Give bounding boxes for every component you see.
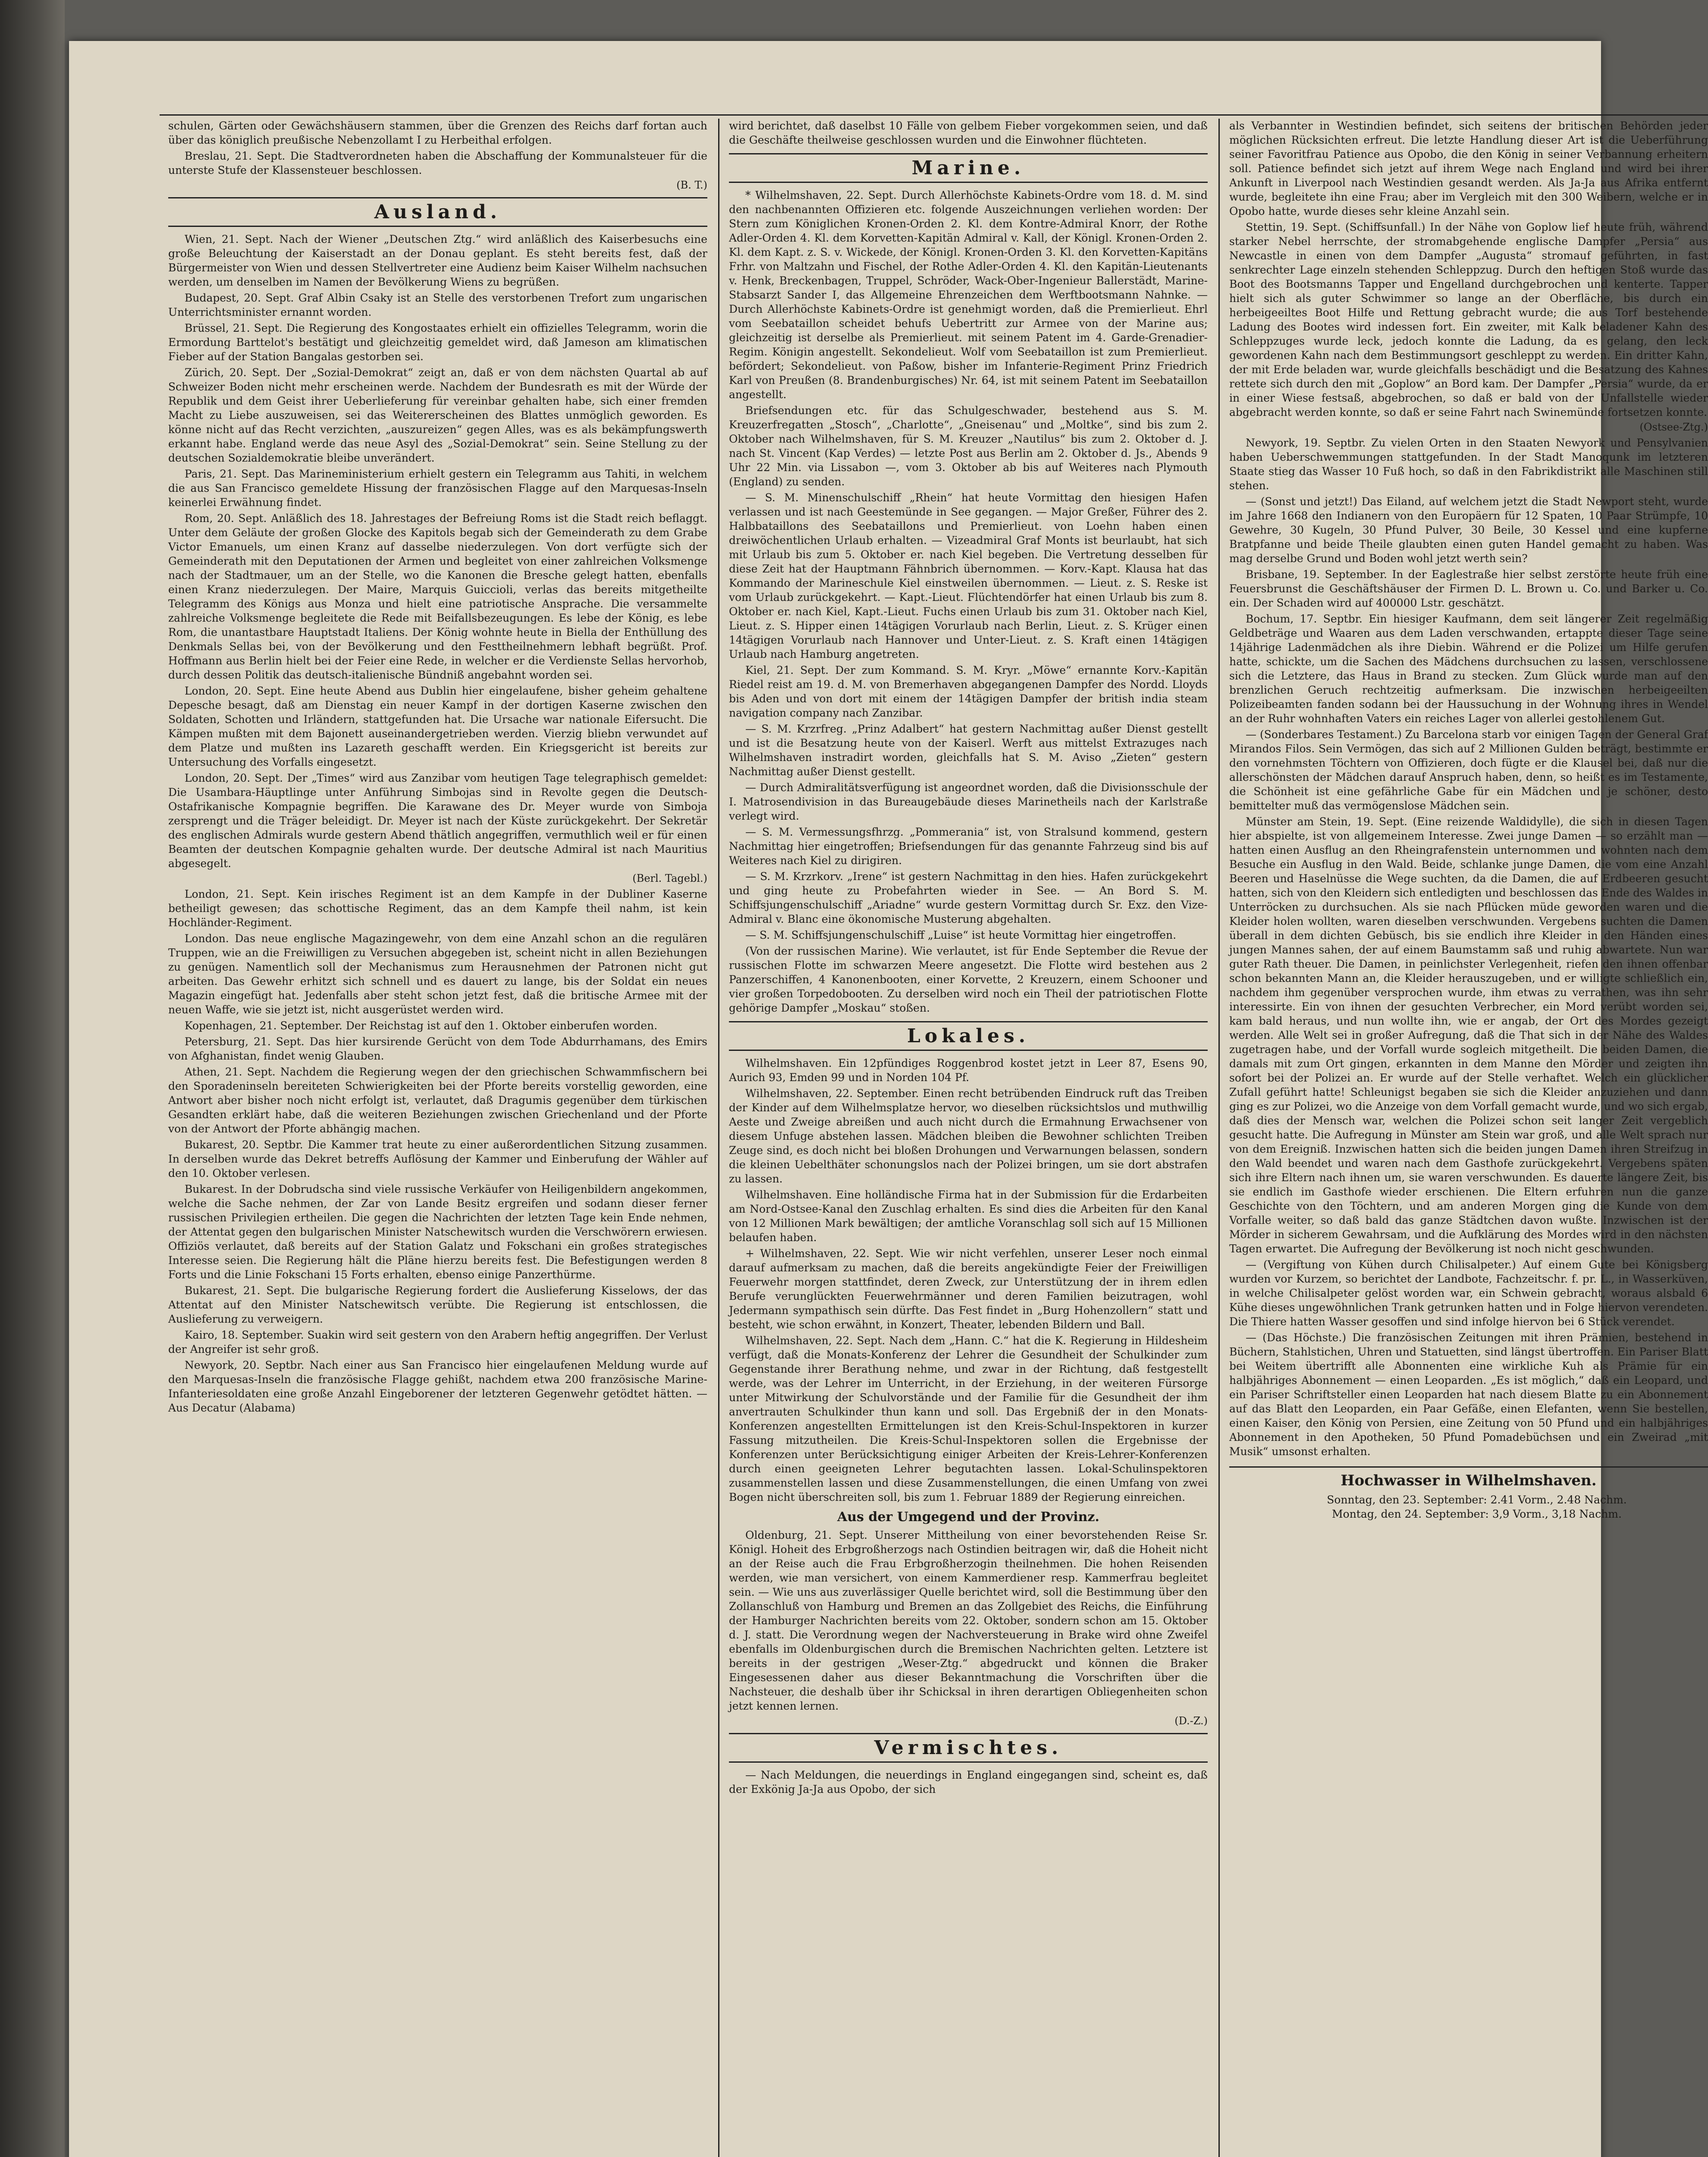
article-text: Athen, 21. Sept. Nachdem die Regierung wegen der den griechischen Schwammfischern bei den Sporadeninseln bereiteten Schwierigkeiten bei der Pforte bereits vorstellig geworden, eine Antwort aber bisher noch nicht erfolgt ist, verlautet, daß Dragumis gegenüber dem türkischen Gesandten erklärt habe, daß die weiteren Beziehungen zwischen Griechenland und der Pforte von der Antwort der Pforte abhängig machen. <box>168 1066 707 1135</box>
article-text: — S. M. Vermessungsfhrzg. „Pommerania“ ist, von Stralsund kommend, gestern Nachmittag hier eingetroffen; Briefsendungen für das genannte Fahrzeug sind bis auf Weiteres nach Kiel zu dirigiren. <box>729 826 1208 867</box>
article-text: Kopenhagen, 21. September. Der Reichstag ist auf den 1. Oktober einberufen worden. <box>185 1019 658 1032</box>
article-text: Bukarest. In der Dobrudscha sind viele russische Verkäufer von Heiligenbildern angekommen, welche die Sache nehmen, der Zar von Lande Besitz ergreifen und sodann dieser ferner russischen Privilegien ertheilen. Die gegen die Nachrichten der letzten Tage kein Ende nehmen, der Attentat gegen den bulgarischen Minister Natschewitsch wurden die Verschwörern erwiesen. Offiziös verlautet, daß bereits auf der Station Galatz und Fokschani ein großes strategisches Interesse seien. Die Regierung hält die Pläne hierzu bereits fest. Die Befestigungen werden 8 Forts und die Linie Fokschani 15 Forts erhalten, ebenso einige Panzerthürme. <box>168 1183 707 1281</box>
article-text: Budapest, 20. Sept. Graf Albin Csaky ist an Stelle des verstorbenen Trefort zum ungarischen Unterrichtsminister ernannt worden. <box>168 292 707 318</box>
article-text: — Durch Admiralitätsverfügung ist angeordnet worden, daß die Divisionsschule der I. Matrosendivision in das Bureaugebäude dieses Marinetheils nach der Karlstraße verlegt wird. <box>729 781 1208 822</box>
column-divider-right <box>1218 119 1220 2157</box>
article-text: Kiel, 21. Sept. Der zum Kommand. S. M. Kryr. „Möwe“ ernannte Korv.-Kapitän Riedel reist am 19. d. M. von Bremerhaven abgegangenen Dampfer des Nordd. Lloyds bis Aden und von dort mit einem der 14tägigen Dampfer der british india steam navigation company nach Zanzibar. <box>729 664 1208 719</box>
tide-row: Sonntag, den 23. September: 2.41 Vorm., 2.48 Nachm. <box>1327 1494 1627 1506</box>
source-credit: (Berl. Tagebl.) <box>632 872 707 884</box>
article-text: — (Das Höchste.) Die französischen Zeitungen mit ihren Prämien, bestehend in Büchern, Stahlstichen, Uhren und Statuetten, sind längst übertroffen. Ein Pariser Blatt bei Weitem übertrifft alle Abonnenten eine wirkliche Kuh als Prämie für ein halbjähriges Abonnement — einen Leoparden. „Es ist möglich,“ daß ein Leopard, und ein Pariser Schriftsteller einen Leoparden hat nach diesem Blatte zu ein Abonnement auf das Blatt den Leoparden, ein Paar Gefäße, einen Elefanten, wenn Sie bestellen, einen Kaiser, den König von Persien, eine Zeitung von 50 Pfund und ein halbjähriges Abonnement in den Apotheken, 50 Pfund Pomadebüchsen und ein Zweirad „mit Musik“ umsonst erhalten. <box>1229 1331 1708 1458</box>
top-rule <box>160 114 1708 116</box>
article-text: * Wilhelmshaven, 22. Sept. Durch Allerhöchste Kabinets-Ordre vom 18. d. M. sind den nachbenannten Offizieren etc. folgende Auszeichnungen verliehen worden: Der Stern zum Königlichen Kronen-Orden 2. Kl. dem Kontre-Admiral Knorr, der Rothe Adler-Orden 4. Kl. dem Korvetten-Kapitän Admiral v. Kall, der Königl. Kronen-Orden 2. Kl. dem Kapt. z. S. v. Wickede, der Königl. Kronen-Orden 3. Kl. den Korvetten-Kapitäns Frhr. von Maltzahn und Fischel, der Rothe Adler-Orden 4. Kl. den Kapitän-Lieutenants v. Henk, Breckenbagen, Truppel, Schröder, Wack-Ober-Ingenieur Ballerstädt, Marine-Stabsarzt Sander I, das Allgemeine Ehrenzeichen dem Werftbootsmann Nahnke. — Durch Allerhöchste Kabinets-Ordre ist genehmigt worden, daß die Premierlieut. Ehrl vom Seebataillon scheidet behufs Uebertritt zur Armee von der Marine aus; gleichzeitig ist derselbe als Premierlieut. mit seinem Patent im 4. Garde-Grenadier-Regim. Königin angestellt. Sekondelieut. Wolf vom Seebataillon ist zum Premierlieut. befördert; Sekondelieut. von Paßow, bisher im Infanterie-Regiment Prinz Friedrich Karl von Preußen (8. Brandenburgisches) Nr. 64, ist mit seinem Patent im Seebataillon angestellt. <box>729 189 1208 401</box>
article-text: Kairo, 18. September. Suakin wird seit gestern von den Arabern heftig angegriffen. Der Verlust der Angreifer ist sehr groß. <box>168 1329 707 1355</box>
article-text: Oldenburg, 21. Sept. Unserer Mittheilung von einer bevorstehenden Reise Sr. Königl. Hoheit des Erbgroßherzogs nach Ostindien beitragen wir, daß die Hoheit nicht an der Reise auch die Frau Erbgroßherzogin theilnehmen. Die hohen Reisenden werden, wie man versichert, von einem Kammerdiener resp. Kammerfrau begleitet sein. — Wie uns aus zuverlässiger Quelle berichtet wird, soll die Bestimmung über den Zollanschluß von Hamburg und Bremen an das Zollgebiet des Reichs, die Einführung der Hamburger Nachrichten bereits vom 22. Oktober, sondern schon am 15. Oktober d. J. statt. Die Verordnung wegen der Nachversteuerung in Brake wird ohne Zweifel ebenfalls im Oldenburgischen durch die Bremischen Nachrichten gelten. Letztere ist bereits in der gestrigen „Weser-Ztg.“ abgedruckt und können die Braker Eingesessenen daher aus dieser Bekanntmachung die Vorschriften über die Nachsteuer, die deshalb über ihr Schicksal in ihren derartigen Obliegenheiten schon jetzt kennen lernen. <box>729 1529 1208 1712</box>
section-heading-ausland: Ausland. <box>168 197 707 227</box>
section-heading-vermischtes: Vermischtes. <box>729 1733 1208 1763</box>
article-text: + Wilhelmshaven, 22. Sept. Wie wir nicht verfehlen, unserer Leser noch einmal darauf aufmerksam zu machen, daß die bereits angekündigte Feier der Freiwilligen Feuerwehr morgen stattfindet, deren Zweck, zur Unterstützung der in ihrem edlen Berufe verunglückten Feuerwehrmänner und deren Familien beizutragen, wohl Jedermann sympathisch sein dürfte. Das Fest findet in „Burg Hohenzollern“ statt und besteht, wie schon erwähnt, in Konzert, Theater, lebenden Bildern und Ball. <box>729 1247 1208 1331</box>
scanner-edge <box>0 0 65 2157</box>
article-text: Newyork, 20. Septbr. Nach einer aus San Francisco hier eingelaufenen Meldung wurde auf den Marquesas-Inseln die französische Flagge gehißt, nachdem etwa 200 französische Marine-Infanteriesoldaten eine große Anzahl Eingeborener der letzteren Gegenwehr getödtet hätten. — Aus Decatur (Alabama) <box>168 1359 707 1414</box>
article-text: — Nach Meldungen, die neuerdings in England eingegangen sind, scheint es, daß der Exkönig Ja-Ja aus Opobo, der sich <box>729 1769 1208 1795</box>
article-text: Newyork, 19. Septbr. Zu vielen Orten in den Staaten Newyork und Pensylvanien haben Ueberschwemmungen stattgefunden. In der Stadt Manoqunk im letzteren Staate stieg das Wasser 10 Fuß hoch, so daß in den Fabrikdistrikt alle Maschinen still stehen. <box>1229 437 1708 492</box>
article-text: Bukarest, 21. Sept. Die bulgarische Regierung fordert die Auslieferung Kisselows, der das Attentat auf den Minister Natschewitsch verübte. Die Regierung ist entschlossen, die Auslieferung zu verweigern. <box>168 1284 707 1325</box>
article-text: London, 21. Sept. Kein irisches Regiment ist an dem Kampfe in der Dubliner Kaserne betheiligt gewesen; das schottische Regiment, das an dem Kampfe theil nahm, ist kein Hochländer-Regiment. <box>168 888 707 929</box>
article-text: Wilhelmshaven. Eine holländische Firma hat in der Submission für die Erdarbeiten am Nord-Ostsee-Kanal den Zuschlag erhalten. Es sind dies die Arbeiten für den Kanal von 12 Millionen Mark bewältigen; der amtliche Voranschlag soll sich auf 15 Millionen belaufen haben. <box>729 1189 1208 1244</box>
article-text: — S. M. Krzrfreg. „Prinz Adalbert“ hat gestern Nachmittag außer Dienst gestellt und ist die Besatzung heute von der Kaiserl. Werft aus mittelst Extrazuges nach Wilhelmshaven instradirt worden, gleichfalls hat S. M. Aviso „Zieten“ gestern Nachmittag außer Dienst gestellt. <box>729 723 1208 778</box>
tide-table-heading: Hochwasser in Wilhelmshaven. <box>1229 1466 1708 1489</box>
article-text: Wien, 21. Sept. Nach der Wiener „Deutschen Ztg.“ wird anläßlich des Kaiserbesuchs eine große Beleuchtung der Kaiserstadt an der Donau geplant. Es steht bereits fest, daß der Bürgermeister von Wien und dessen Stellvertreter eine Audienz beim Kaiser Wilhelm nachsuchen werden, um denselben im Namen der Bevölkerung Wiens zu begrüßen. <box>168 233 707 288</box>
section-heading-marine: Marine. <box>729 153 1208 183</box>
article-text: — (Sonderbares Testament.) Zu Barcelona starb vor einigen Tagen der General Graf Mirandos Filos. Sein Vermögen, das sich auf 2 Millionen Gulden beträgt, bestimmte er den vornehmsten Töchtern von Offizieren, doch fügte er die Klausel bei, daß nur die allerschönsten der Mädchen darauf Anspruch haben, denn, so heißt es im Testamente, die Schönheit ist eine gefährliche Gabe für ein Mädchen und je schöner, desto bemittelter muß das vermögenslose Mädchen sein. <box>1229 728 1708 812</box>
article-text: Stettin, 19. Sept. (Schiffsunfall.) In der Nähe von Goplow lief heute früh, während starker Nebel herrschte, der stromabgehende englische Dampfer „Persia“ aus Newcastle in einen von dem Dampfer „Augusta“ stromauf geführten, in fast senkrechter Lage einzeln stehenden Schleppzug. Durch den heftigen Stoß wurde das Boot des Bootsmanns Tapper und Engelland durchgebrochen und kenterte. Tapper hielt sich als guter Schwimmer so lange an der Oberfläche, bis durch ein herbeigeeiltes Boot Hilfe und Rettung gebracht wurde; die aus Torf bestehende Ladung des Bootes wird indessen fort. Ein zweiter, mit Kalk beladener Kahn des Schleppzuges wurde leck, jedoch konnte die Ladung, da es gelang, den leck gewordenen Kahn nach dem Bestimmungsort geschleppt zu werden. Ein dritter Kahn, der mit Erde beladen war, wurde gleichfalls beschädigt und die Besatzung des Kahnes rettete sich durch den mit „Goplow“ an Bord kam. Der Dampfer „Persia“ wurde, da er in einer Wiese festsaß, abgebrochen, so daß er bald von der Unfallstelle wieder abgebracht werden konnte, so daß er seine Fahrt nach Swinemünde fortsetzen konnte. <box>1229 221 1708 418</box>
column-1 <box>168 119 707 2157</box>
article-text: — S. M. Schiffsjungenschulschiff „Luise“ ist heute Vormittag hier eingetroffen. <box>745 929 1177 941</box>
article-text: London, 20. Sept. Eine heute Abend aus Dublin hier eingelaufene, bisher geheim gehaltene Depesche besagt, daß am Dienstag ein neuer Kampf in der dortigen Kaserne zwischen den Soldaten, Schotten und Irländern, stattgefunden hat. Die Ursache war nationale Eifersucht. Die Kämpen mußten mit dem Bajonett auseinandergetrieben werden. Vierzig bliebn verwundet auf dem Platze und mußten ins Lazareth geschafft werden. Ein Kriegsgericht ist bereits zur Untersuchung des Vorfalls eingesetzt. <box>168 685 707 768</box>
newspaper-page <box>69 41 1708 2157</box>
article-text: — S. M. Minenschulschiff „Rhein“ hat heute Vormittag den hiesigen Hafen verlassen und ist nach Geestemünde in See gegangen. — Major Greßer, Führer des 2. Halbbataillons des Seebataillons und Premierlieut. von Loehn haben einen dreiwöchentlichen Urlaub erhalten. — Vizeadmiral Graf Monts ist beurlaubt, hat sich mit Urlaub bis zum 5. Oktober er. nach Kiel begeben. Die Vertretung desselben für diese Zeit hat der Hauptmann Fähnbrich übernommen. — Korv.-Kapt. Klausa hat das Kommando der Marineschule Kiel einstweilen übernommen. — Lieut. z. S. Reske ist vom Urlaub zurückgekehrt. — Kapt.-Lieut. Flüchtendörfer hat einen Urlaub bis zum 8. Oktober er. nach Kiel, Kapt.-Lieut. Fuchs einen Urlaub bis zum 31. Oktober nach Kiel, Lieut. z. S. Hipper einen 14tägigen Vorurlaub nach Berlin, Lieut. z. S. Krüger einen 14tägigen Vorurlaub nach Hannover und Unter-Lieut. z. S. Kraft einen 14tägigen Urlaub nach Hamburg angetreten. <box>729 491 1208 660</box>
source-credit: (D.-Z.) <box>1174 1715 1208 1727</box>
article-text: Paris, 21. Sept. Das Marineministerium erhielt gestern ein Telegramm aus Tahiti, in welchem die aus San Francisco gemeldete Hissung der französischen Flagge auf den Marquesas-Inseln keinerlei Erwähnung findet. <box>168 468 707 509</box>
column-2 <box>729 119 1208 2157</box>
article-text: Breslau, 21. Sept. Die Stadtverordneten haben die Abschaffung der Kommunalsteuer für die unterste Stufe der Klassensteuer beschlossen. <box>168 150 707 176</box>
column-3 <box>1229 119 1708 2157</box>
section-heading-umgegend: Aus der Umgegend und der Provinz. <box>837 1509 1099 1525</box>
article-text: Münster am Stein, 19. Sept. (Eine reizende Waldidylle), die sich in diesen Tagen hier abspielte, ist von allgemeinem Interesse. Zwei junge Damen — so erzählt man — hatten einen Ausflug an den Rheingrafenstein unternommen und wohnten nach dem Besuche ein Ausflug in den Wald. Beide, schlanke junge Damen, die vom eine Anzahl Beeren und Haselnüsse die Wege suchten, da die Damen, die auf Erdbeeren gesucht hatten, sich von den Kleidern sich entledigten und beschlossen das Ende des Waldes in Unterröcken zu durchsuchen. Als sie nach Pflücken müde geworden waren und die Kleider holen wollten, waren dieselben verschwunden. Vergebens suchten die Damen überall in dem dichten Gebüsch, bis sie endlich ihre Kleider in den Händen eines jungen Mannes sahen, der auf einem Baumstamm saß und ruhig abwartete. Nun war guter Rath theuer. Die Damen, in peinlichster Verlegenheit, riefen den ihnen offenbar schon bekannten Mann an, die Kleider herauszugeben, und er willigte schließlich ein, nachdem ihm gegenüber versprochen wurde, ihm etwas zu verrathen, was ihn sehr interessirte. Ein von ihnen der gesuchten Verbrecher, ein Mord verübt worden sei, kam bald heraus, und nun wollte ihn, wie er angab, der Ort des Mordes gezeigt werden. Alle Welt sei in großer Aufregung, daß die That sich in der Nähe des Waldes zugetragen habe, und der Vorfall wurde sogleich mitgetheilt. Die beiden Damen, die damals mit zum Ort gingen, erkannten in dem Manne den Mörder und zeigten ihn sofort bei der Polizei an. Er wurde auf der Stelle verhaftet. Welch ein glücklicher Zufall geführt hatte! Schleunigst begaben sie sich die Kleider anzuziehen und dann ging es zur Polizei, wo die Anzeige von dem Vorfall gemacht wurde, und wo sich ergab, daß dies der Mensch war, welchen die Polizei schon seit langer Zeit vergeblich gesucht hatte. Die Aufregung in Münster am Stein war groß, und alle Welt sprach nur von dem Ereigniß. Inzwischen hatten sich die beiden jungen Damen ihren Streifzug in den Wald beendet und waren nach dem Gasthofe zurückgekehrt. Vergebens späten sich ihre Eltern nach ihnen um, sie waren verschwunden. Es dauerte längere Zeit, bis sie endlich im Gasthofe wieder erschienen. Die Eltern erfuhren nun die ganze Geschichte von den Töchtern, und am anderen Morgen ging die Kunde von dem Vorfalle weiter, so daß bald das ganze Städtchen davon wußte. Inzwischen ist der Mörder in sicherem Gewahrsam, und die Aufklärung des Mordes wird in den nächsten Tagen erwartet. Die Aufregung der Bevölkerung ist noch nicht geschwunden. <box>1229 815 1708 1255</box>
article-text: Wilhelmshaven, 22. September. Einen recht betrübenden Eindruck ruft das Treiben der Kinder auf dem Wilhelmsplatze hervor, wo dieselben rücksichtslos und muthwillig Aeste und Zweige abreißen und auch nicht durch die Ermahnung Erwachsener von diesem Unfuge abstehen lassen. Mädchen bleiben die Bewohner schlichten Treiben Zeuge sind, es doch nicht bei bloßen Drohungen und Verwarnungen belassen, sondern die kleinen Uebelthäter schonungslos nach der Polizei bringen, um sie dort abstrafen zu lassen. <box>729 1087 1208 1185</box>
article-text: wird berichtet, daß daselbst 10 Fälle von gelbem Fieber vorgekommen seien, und daß die Geschäfte theilweise geschlossen wurden und die Einwohner flüchteten. <box>729 119 1208 146</box>
article-text: London, 20. Sept. Der „Times“ wird aus Zanzibar vom heutigen Tage telegraphisch gemeldet: Die Usambara-Häuptlinge unter Anführung Simbojas sind in Revolte gegen die Deutsch-Ostafrikanische Kompagnie begriffen. Die Karawane des Dr. Meyer wurde von Simboja zersprengt und die Träger beleidigt. Dr. Meyer ist nach der Küste zurückgekehrt. Der Sekretär des englischen Admirals wurde gestern Abend thätlich angegriffen, vermuthlich weil er für einen Beamten der deutschen Kompagnie gehalten wurde. Der deutsche Admiral ist nach Mauritius abgesegelt. <box>168 772 707 870</box>
article-text: Petersburg, 21. Sept. Das hier kursirende Gerücht von dem Tode Abdurrhamans, des Emirs von Afghanistan, findet wenig Glauben. <box>168 1035 707 1062</box>
section-heading-lokales: Lokales. <box>729 1021 1208 1051</box>
article-text: Zürich, 20. Sept. Der „Sozial-Demokrat“ zeigt an, daß er von dem nächsten Quartal ab auf Schweizer Boden nicht mehr erscheinen werde. Nachdem der Bundesrath es mit der Würde der Republik und dem Geist ihrer Ueberlieferung für vereinbar gehalten habe, sich einer fremden Macht zu Liebe auszuweisen, sei das Weitererscheinen des Blattes unmöglich geworden. Es könne nicht auf das Recht verzichten, „auszureizen“ gegen Alles, was es als bekämpfungswerth erkannt habe. England werde das neue Asyl des „Sozial-Demokrat“ sein. Seine Stellung zu der deutschen Sozialdemokratie bleibe unverändert. <box>168 366 707 464</box>
article-text: Brüssel, 21. Sept. Die Regierung des Kongostaates erhielt ein offizielles Telegramm, worin die Ermordung Barttelot's bestätigt und gleichzeitig gemeldet wird, daß Jameson am klimatischen Fieber auf der Station Bangalas gestorben sei. <box>168 322 707 363</box>
article-text: Brisbane, 19. September. In der Eaglestraße hier selbst zerstörte heute früh eine Feuersbrunst die Geschäftshäuser der Firmen D. L. Brown u. Co. und Barker u. Co. ein. Der Schaden wird auf 400000 Lstr. geschätzt. <box>1229 568 1708 609</box>
article-text: Briefsendungen etc. für das Schulgeschwader, bestehend aus S. M. Kreuzerfregatten „Stosch“, „Charlotte“, „Gneisenau“ und „Moltke“, sind bis zum 2. Oktober nach Wilhelmshaven, für S. M. Kreuzer „Nautilus“ bis zum 2. Oktober d. J. nach St. Vincent (Kap Verdes) — letzte Post aus Berlin am 2. Oktober d. Js., Abends 9 Uhr 22 Min. via Lissabon —, vom 3. Oktober ab bis auf Weiteres nach Plymouth (England) zu senden. <box>729 404 1208 488</box>
article-text: schulen, Gärten oder Gewächshäusern stammen, über die Grenzen des Reichs darf fortan auch über das königlich preußische Nebenzollamt I zu Herbeithal erfolgen. <box>168 119 707 146</box>
article-text: — (Sonst und jetzt!) Das Eiland, auf welchem jetzt die Stadt Newport steht, wurde im Jahre 1668 den Indianern von den Europäern für 12 Spaten, 10 Paar Strümpfe, 10 Gewehre, 30 Kugeln, 30 Pfund Pulver, 30 Beile, 30 Kessel und eine kupferne Bratpfanne und beide Theile glaubten einen guten Handel gemacht zu haben. Was mag derselbe Grund und Boden wohl jetzt werth sein? <box>1229 495 1708 565</box>
article-text: Bukarest, 20. Septbr. Die Kammer trat heute zu einer außerordentlichen Sitzung zusammen. In derselben wurde das Dekret betreffs Auflösung der Kammer und Einberufung der Wähler auf den 10. Oktober verlesen. <box>168 1138 707 1179</box>
article-text: Wilhelmshaven. Ein 12pfündiges Roggenbrod kostet jetzt in Leer 87, Esens 90, Aurich 93, Emden 99 und in Norden 104 Pf. <box>729 1057 1208 1084</box>
article-text: Bochum, 17. Septbr. Ein hiesiger Kaufmann, dem seit längerer Zeit regelmäßig Geldbeträge und Waaren aus dem Laden verschwanden, ertappte dieser Tage seine 14jährige Ladenmädchen als ihre Diebin. Während er die Polizei um Hilfe gerufen hatte, schickte, um die Sachen des Mädchens durchsuchen zu lassen, verschlossene sich die Letztere, das Haus in Brand zu stecken. Zum Glück wurde man auf den brenzlichen Geruch rechtzeitig aufmerksam. Die inzwischen herbeigeeilten Polizeibeamten fanden sodann bei der Haussuchung in der Wohnung ihres in Wendel an der Ruhr wohnhaften Vaters ein reiches Lager von allerlei gestohlenem Gut. <box>1229 613 1708 725</box>
article-text: Rom, 20. Sept. Anläßlich des 18. Jahrestages der Befreiung Roms ist die Stadt reich beflaggt. Unter dem Geläute der großen Glocke des Kapitols begab sich der Gemeinderath zu dem Grabe Victor Emanuels, um einen Kranz auf dasselbe niederzulegen. Von dort verfügte sich der Gemeinderath mit den Deputationen der Armen und begleitet von einer zahlreichen Volksmenge nach der Stadtmauer, um an der Stelle, wo die Kanonen die Bresche gelegt hatten, ebenfalls einen Kranz niederzulegen. Der Maire, Marquis Guiccioli, verlas das bereits mitgetheilte Telegramm des Königs aus Monza und hielt eine patriotische Ansprache. Die versammelte zahlreiche Volksmenge begleitete die Rede mit Beifallsbezeugungen. Es lebe der König, es lebe Rom, die unantastbare Hauptstadt Italiens. Der König wohnte heute in Biella der Enthüllung des Denkmals Sellas bei, von der Bevölkerung und den Festtheilnehmern lebhaft begrüßt. Prof. Hoffmann aus Berlin hielt bei der Feier eine Rede, in welcher er die Verdienste Sellas hervorhob, durch dessen Politik das deutsch-italienische Bündniß angebahnt worden sei. <box>168 512 707 681</box>
article-text: (Von der russischen Marine). Wie verlautet, ist für Ende September die Revue der russischen Flotte im schwarzen Meere angesetzt. Die Flotte wird bestehen aus 2 Panzerschiffen, 4 Kanonenbooten, einer Korvette, 2 Kreuzern, einem Schooner und vier großen Torpedobooten. Zu derselben wird noch ein Theil der patriotischen Flotte gehörige Dampfer „Moskau“ stoßen. <box>729 945 1208 1014</box>
column-divider-left <box>718 119 719 2157</box>
source-credit: (B. T.) <box>676 179 707 191</box>
article-text: als Verbannter in Westindien befindet, sich seitens der britischen Behörden jeder möglichen Rücksichten erfreut. Die letzte Handlung dieser Art ist die Ueberführung seiner Favoritfrau Patience aus Opobo, die den König in seiner Verbannung erheitern soll. Patience befindet sich jetzt auf ihrem Wege nach England und wird bei ihrer Ankunft in Liverpool nach Westindien gesandt werden. Als Ja-Ja aus Afrika entfernt wurde, begleitete ihn eine Frau; aber im Vergleich mit den 300 Weibern, welche er in Opobo hatte, wurde dieses sehr kleine Anzahl sein. <box>1229 119 1708 217</box>
source-credit: (Ostsee-Ztg.) <box>1639 421 1708 433</box>
article-text: Wilhelmshaven, 22. Sept. Nach dem „Hann. C.“ hat die K. Regierung in Hildesheim verfügt, daß die Monats-Konferenz der Lehrer die Gesundheit der Schulkinder zum Gegenstande ihrer Berathung nehme, und zwar in der Richtung, daß festgestellt werde, was der Lehrer im Unterricht, in der Erziehung, in der weiteren Fürsorge unter Mitwirkung der Schulvorstände und der Familie für die Gesundheit der ihm anvertrauten Schulkinder thun kann und soll. Das Ergebniß der in den Monats-Konferenzen angestellten Ermittelungen ist den Kreis-Schul-Inspektoren in kurzer Fassung mitzutheilen. Die Kreis-Schul-Inspektoren sollen die Ergebnisse der Konferenzen unter Berücksichtigung einiger Arbeiten der Kreis-Lehrer-Konferenzen durch einen geeigneten Lehrer begutachten lassen. Lokal-Schulinspektoren zusammenstellen lassen und diese Zusammenstellungen, die einen Umfang von zwei Bogen nicht überschreiten soll, bis zum 1. Februar 1889 der Regierung einreichen. <box>729 1334 1208 1503</box>
article-text: — S. M. Krzrkorv. „Irene“ ist gestern Nachmittag in den hies. Hafen zurückgekehrt und ging heute zu Probefahrten wieder in See. — An Bord S. M. Schiffsjungenschulschiff „Ariadne“ wurde gestern Vormittag durch Sr. Exz. den Vize-Admiral v. Blanc eine ökonomische Musterung abgehalten. <box>729 870 1208 925</box>
article-text: London. Das neue englische Magazingewehr, von dem eine Anzahl schon an die regulären Truppen, wie an die Freiwilligen zu Versuchen abgegeben ist, scheint nicht in allen Beziehungen zu genügen. Namentlich soll der Mechanismus zum Herausnehmen der Patronen nicht gut arbeiten. Das Gewehr erhitzt sich schnell und es dauert zu lange, bis der Soldat ein neues Magazin eingefügt hat. Jedenfalls aber steht schon jetzt fest, daß die britische Armee mit der neuen Waffe, wie sie jetzt ist, nicht ausgerüstet werden wird. <box>168 932 707 1016</box>
article-text: — (Vergiftung von Kühen durch Chilisalpeter.) Auf einem Gute bei Königsberg wurden vor Kurzem, so berichtet der Landbote, Fachzeitschr. f. pr. L., in Wasserküven, in welche Chilisalpeter gelöst worden war, ein Schwein gebracht, woraus alsbald 6 Kühe dieses ungewöhnlichen Trank getrunken hatten und in Folge hiervon verendeten. Die Thiere hatten Wasser gesoffen und sind infolge hiervon bei 6 Stück verendet. <box>1229 1258 1708 1328</box>
tide-row: Montag, den 24. September: 3,9 Vorm., 3,18 Nachm. <box>1332 1508 1622 1520</box>
